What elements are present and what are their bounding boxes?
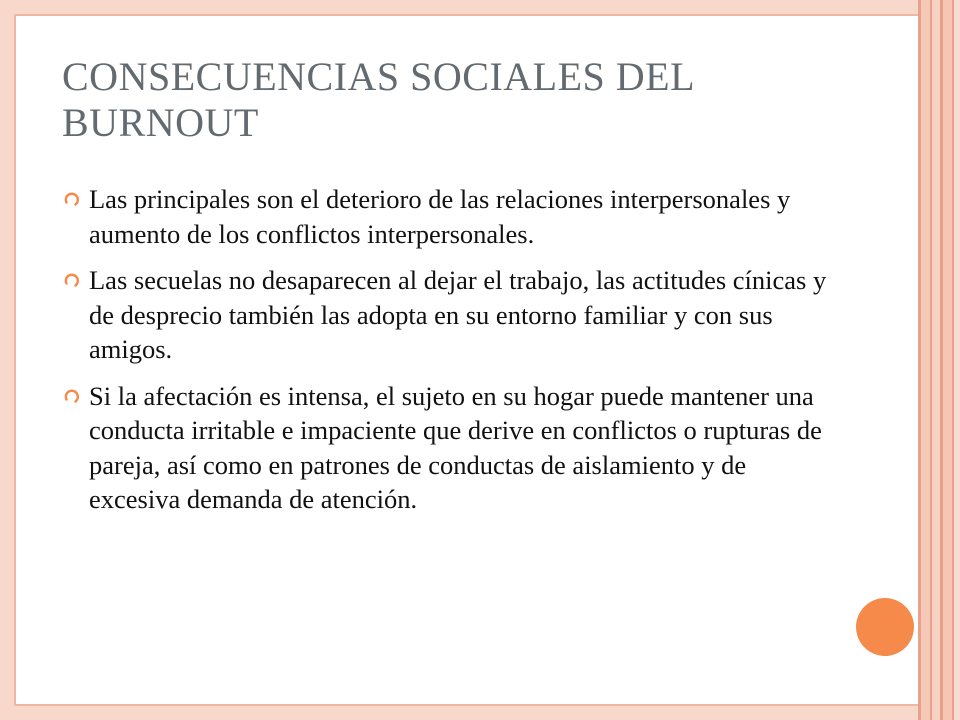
open-circle-bullet-icon bbox=[62, 270, 82, 290]
left-border-strip bbox=[0, 0, 14, 720]
right-stripe-band bbox=[918, 0, 960, 720]
bullet-item bbox=[62, 379, 842, 517]
open-circle-bullet-icon bbox=[62, 189, 82, 209]
top-border-line bbox=[14, 14, 918, 16]
top-border-strip bbox=[0, 0, 960, 14]
bullet-list bbox=[62, 182, 842, 529]
slide-title: CONSECUENCIAS SOCIALES DEL BURNOUT bbox=[62, 54, 694, 145]
bullet-item bbox=[62, 263, 842, 367]
bullet-text: Las secuelas no desaparecen al dejar el trabajo, las actitudes cínicas y de desprecio también las adopta en su entorno familiar y con sus amigos. bbox=[89, 265, 827, 364]
bottom-border-line bbox=[14, 704, 918, 706]
left-border-line bbox=[14, 0, 16, 720]
bottom-border-strip bbox=[0, 706, 960, 720]
bullet-item bbox=[62, 182, 842, 251]
bullet-text: Las principales son el deterioro de las relaciones interpersonales y aumento de los conflictos interpersonales. bbox=[89, 184, 791, 249]
open-circle-bullet-icon bbox=[62, 386, 82, 406]
bullet-text: Si la afectación es intensa, el sujeto en su hogar puede mantener una conducta irritable e impaciente que derive en conflictos o rupturas de pareja, así como en patrones de conductas de aislamiento y de excesiva demanda de atención. bbox=[89, 380, 822, 514]
orange-circle-icon bbox=[856, 598, 914, 656]
